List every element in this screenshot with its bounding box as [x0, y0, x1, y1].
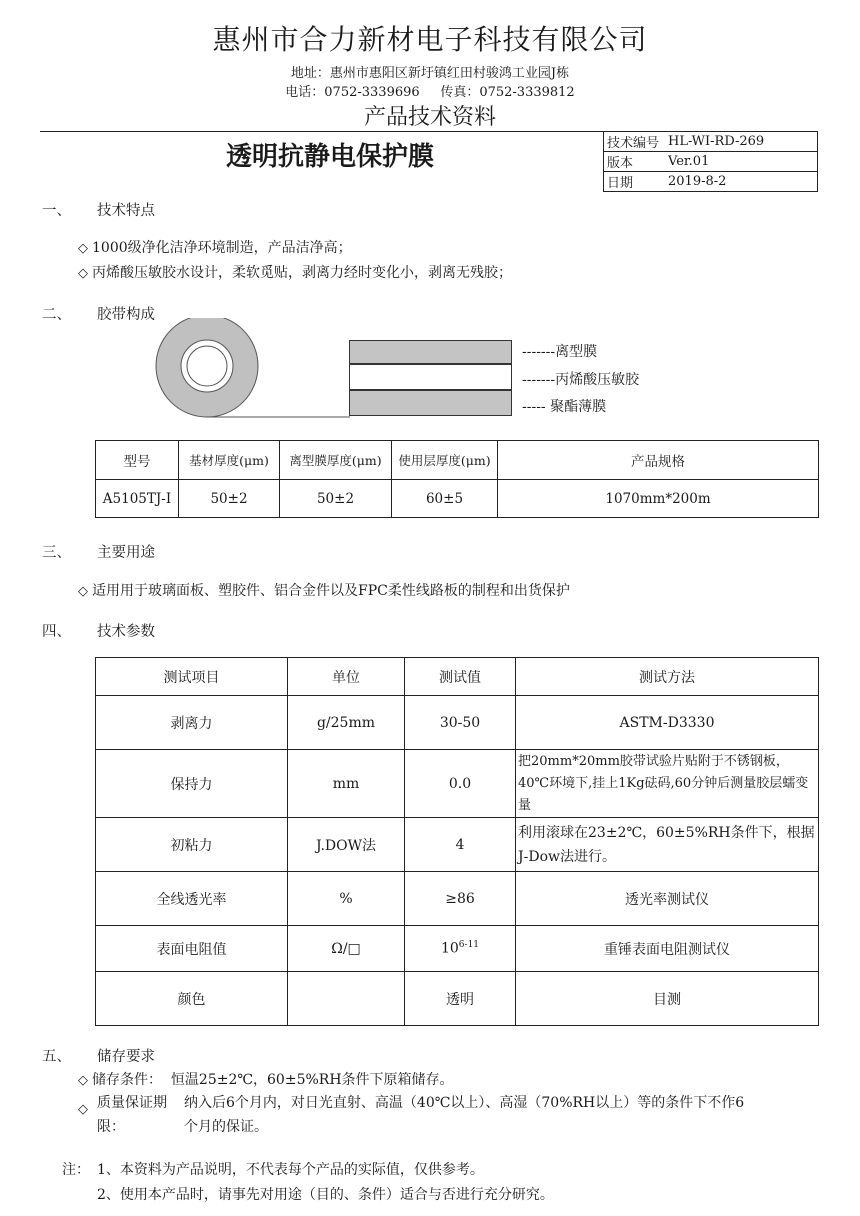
spec-header-base: 基材厚度(μm)	[179, 441, 280, 480]
company-address: 地址：惠州市惠阳区新圩镇红田村骏鸿工业园J栋	[290, 66, 570, 81]
param-table	[95, 657, 819, 1026]
param-row	[96, 972, 819, 1026]
section-1-title: 技术特点	[97, 203, 155, 219]
feature-1-text: 1000级净化洁净环境制造，产品洁净高；	[92, 240, 352, 256]
warranty-diamond	[78, 1101, 92, 1117]
usage	[78, 580, 570, 600]
version-value: Ver.01	[665, 152, 818, 172]
param-header-row	[96, 658, 819, 696]
param-item: 表面电阻值	[96, 926, 288, 972]
release-film-layer	[349, 340, 512, 364]
spec-header-usage: 使用层厚度(μm)	[392, 441, 498, 480]
warranty-label-2: 限：	[97, 1119, 125, 1135]
section-3-title: 主要用途	[97, 545, 155, 561]
company-name: 惠州市合力新材电子科技有限公司	[212, 23, 648, 56]
param-item: 颜色	[96, 972, 288, 1026]
param-unit: mm	[288, 750, 405, 818]
polyester-layer	[349, 390, 512, 416]
warranty-text-1: 纳入后6个月内，对日光直射、高温（40℃以上）、高湿（70%RH以上）等的条件下不作6	[184, 1095, 745, 1111]
code-label: 技术编号	[604, 132, 666, 152]
section-2-number: 二、	[42, 307, 71, 323]
title-rule	[40, 131, 603, 132]
param-item: 初粘力	[96, 818, 288, 872]
warranty-text-2: 个月的保证。	[184, 1119, 268, 1135]
date-value: 2019-8-2	[665, 172, 818, 192]
resistance-base: 10	[440, 940, 459, 957]
section-3-number: 三、	[42, 545, 71, 561]
product-title: 透明抗静电保护膜	[225, 142, 434, 172]
code-value: HL-WI-RD-269	[665, 132, 818, 152]
param-unit: Ω/□	[288, 926, 405, 972]
param-unit: g/25mm	[288, 696, 405, 750]
diamond-icon: ◇	[78, 1102, 88, 1117]
param-item: 剥离力	[96, 696, 288, 750]
spec-model: A5105TJ-I	[96, 480, 179, 518]
fax: 传真：0752-3339812	[440, 85, 575, 100]
contact-line	[0, 81, 860, 100]
storage-condition-label: 储存条件：	[92, 1072, 162, 1088]
spec-header-release: 离型膜厚度(μm)	[280, 441, 392, 480]
spec-usage-thickness: 60±5	[392, 480, 498, 518]
feature-1	[78, 237, 352, 257]
param-method: 把20mm*20mm胶带试验片贴附于不锈钢板，40℃环境下,挂上1Kg砝码,60分钟后测量胶层蠕变量	[516, 750, 819, 818]
layer-label-adhesive: -------丙烯酸压敏胶	[522, 372, 640, 388]
section-2-title: 胶带构成	[97, 307, 155, 323]
param-header-value: 测试值	[405, 658, 516, 696]
roll-core-inner	[187, 346, 227, 386]
param-method: ASTM-D3330	[516, 696, 819, 750]
usage-text: 适用用于玻璃面板、塑胶件、铝合金件以及FPC柔性线路板的制程和出货保护	[92, 583, 570, 599]
layer-label-release: -------离型膜	[522, 344, 598, 360]
section-5-title: 储存要求	[97, 1049, 155, 1065]
spec-base: 50±2	[179, 480, 280, 518]
diamond-icon: ◇	[78, 241, 88, 256]
diamond-icon: ◇	[78, 266, 88, 281]
param-value: 4	[405, 818, 516, 872]
param-header-unit: 单位	[288, 658, 405, 696]
param-value	[405, 926, 516, 972]
param-value: ≥86	[405, 872, 516, 926]
spec-release: 50±2	[280, 480, 392, 518]
tape-roll-diagram	[150, 318, 350, 418]
spec-table	[95, 440, 819, 518]
param-method: 透光率测试仪	[516, 872, 819, 926]
spec-size: 1070mm*200m	[498, 480, 819, 518]
diamond-icon: ◇	[78, 584, 88, 599]
param-value: 0.0	[405, 750, 516, 818]
notes-label: 注：	[62, 1162, 90, 1178]
phone: 电话：0752-3339696	[285, 85, 420, 100]
spec-header-spec: 产品规格	[498, 441, 819, 480]
spec-row	[96, 480, 819, 518]
storage-condition	[78, 1069, 454, 1089]
doc-title: 产品技术资料	[363, 105, 496, 130]
param-item: 保持力	[96, 750, 288, 818]
param-row	[96, 926, 819, 972]
warranty-label-1: 质量保证期	[97, 1095, 167, 1111]
param-row	[96, 696, 819, 750]
param-method: 目测	[516, 972, 819, 1026]
section-1-number: 一、	[42, 203, 71, 219]
feature-2-text: 丙烯酸压敏胶水设计，柔软觅贴，剥离力经时变化小，剥离无残胶；	[92, 265, 512, 281]
param-unit: J.DOW法	[288, 818, 405, 872]
param-method: 利用滚球在23±2℃，60±5%RH条件下，根据J-Dow法进行。	[516, 818, 819, 872]
param-value: 30-50	[405, 696, 516, 750]
resistance-exponent: 6-11	[458, 940, 480, 951]
param-method: 重锤表面电阻测试仪	[516, 926, 819, 972]
spec-header-model: 型号	[96, 441, 179, 480]
section-4-title: 技术参数	[97, 624, 155, 640]
param-header-item: 测试项目	[96, 658, 288, 696]
layer-label-polyester: ----- 聚酯薄膜	[522, 399, 607, 415]
param-unit: %	[288, 872, 405, 926]
param-unit	[288, 972, 405, 1026]
param-row	[96, 872, 819, 926]
date-label: 日期	[604, 172, 666, 192]
section-5-number: 五、	[42, 1049, 71, 1065]
storage-condition-text: 恒温25±2℃，60±5%RH条件下原箱储存。	[170, 1072, 454, 1088]
adhesive-layer	[349, 364, 512, 390]
param-item: 全线透光率	[96, 872, 288, 926]
section-4-number: 四、	[42, 624, 71, 640]
param-row	[96, 818, 819, 872]
note-2: 2、使用本产品时，请事先对用途（目的、条件）适合与否进行充分研究。	[97, 1187, 554, 1203]
info-box	[603, 131, 818, 192]
param-row	[96, 750, 819, 818]
spec-header-row	[96, 441, 819, 480]
param-header-method: 测试方法	[516, 658, 819, 696]
note-1: 1、本资料为产品说明，不代表每个产品的实际值，仅供参考。	[97, 1162, 484, 1178]
version-label: 版本	[604, 152, 666, 172]
param-value: 透明	[405, 972, 516, 1026]
diamond-icon: ◇	[78, 1073, 88, 1088]
feature-2	[78, 262, 512, 282]
